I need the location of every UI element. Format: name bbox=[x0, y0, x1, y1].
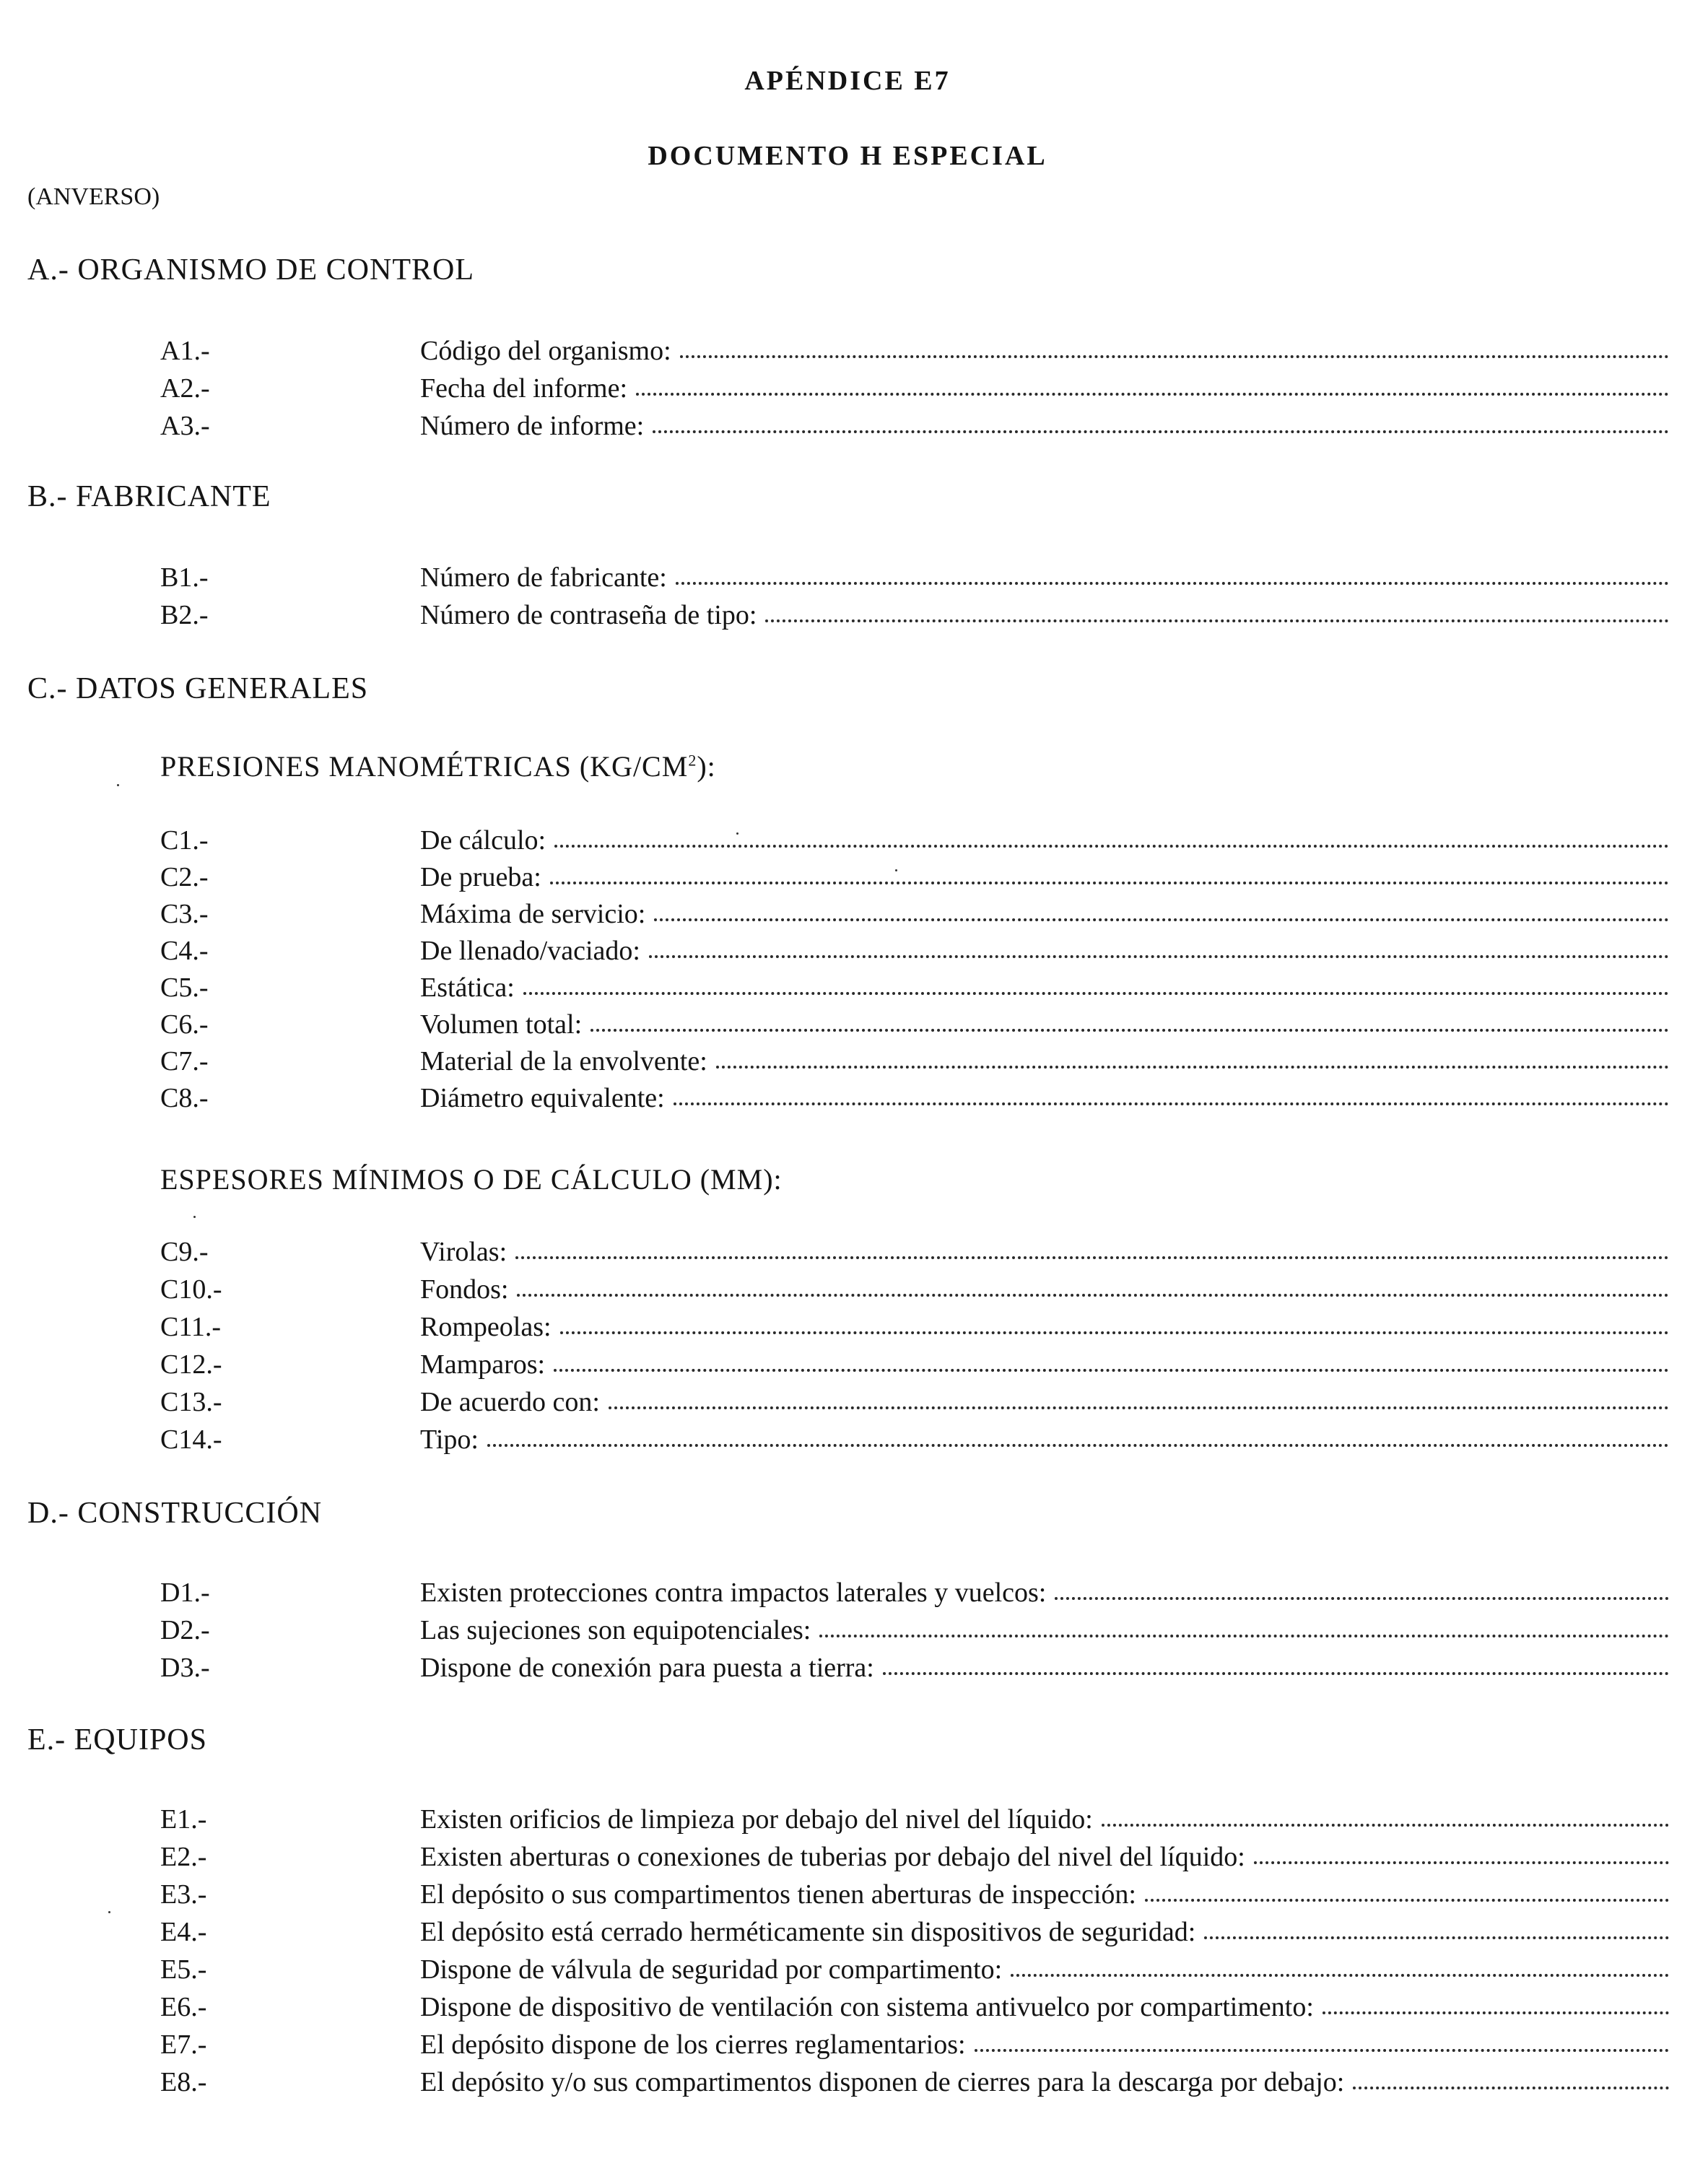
field-entry bbox=[420, 1421, 1669, 1458]
field-label: Existen orificios de limpieza por debajo del nivel del líquido: bbox=[420, 1804, 1093, 1835]
field-label: Virolas: bbox=[420, 1237, 507, 1267]
form-field-row bbox=[160, 332, 1669, 370]
field-label: De llenado/vaciado: bbox=[420, 936, 640, 966]
appendix-title: APÉNDICE E7 bbox=[744, 66, 951, 96]
field-label: Mamparos: bbox=[420, 1349, 546, 1380]
dotted-fill-line bbox=[1102, 1824, 1669, 1827]
section-title-d: D.- CONSTRUCCIÓN bbox=[27, 1497, 323, 1530]
superscript: 2 bbox=[688, 751, 697, 770]
section-title-a: A.- ORGANISMO DE CONTROL bbox=[27, 253, 474, 287]
field-entry bbox=[420, 370, 1669, 407]
field-entry bbox=[420, 407, 1669, 445]
dotted-fill-line bbox=[554, 845, 1669, 848]
field-code: C13.- bbox=[160, 1387, 222, 1417]
scan-speck bbox=[895, 869, 897, 871]
section-title-e: E.- EQUIPOS bbox=[27, 1723, 207, 1757]
field-entry bbox=[420, 1951, 1669, 1988]
dotted-fill-line bbox=[680, 355, 1669, 358]
dotted-fill-line bbox=[1353, 2087, 1669, 2089]
field-code: C4.- bbox=[160, 936, 209, 966]
form-field-row bbox=[160, 2026, 1669, 2063]
field-label: Las sujeciones son equipotenciales: bbox=[420, 1615, 811, 1645]
dotted-fill-line bbox=[716, 1066, 1669, 1069]
field-code: C6.- bbox=[160, 1009, 209, 1040]
field-label: Material de la envolvente: bbox=[420, 1046, 707, 1076]
form-field-row bbox=[160, 969, 1669, 1006]
field-label: Número de fabricante: bbox=[420, 562, 667, 593]
form-field-row bbox=[160, 1233, 1669, 1271]
field-entry bbox=[420, 1876, 1669, 1913]
field-entry bbox=[420, 1006, 1669, 1043]
dotted-fill-line bbox=[487, 1444, 1669, 1447]
field-code: C3.- bbox=[160, 899, 209, 929]
field-entry bbox=[420, 2026, 1669, 2063]
dotted-fill-line bbox=[653, 430, 1669, 433]
scan-speck bbox=[117, 784, 119, 786]
field-label: Existen aberturas o conexiones de tuberias por debajo del nivel del líquido: bbox=[420, 1842, 1245, 1872]
dotted-fill-line bbox=[676, 582, 1669, 585]
dotted-fill-line bbox=[654, 918, 1669, 921]
field-code: E5.- bbox=[160, 1954, 207, 1985]
form-field-row bbox=[160, 1079, 1669, 1117]
scan-speck bbox=[193, 1216, 196, 1218]
field-label: Máxima de servicio: bbox=[420, 899, 646, 929]
form-field-row bbox=[160, 895, 1669, 933]
field-entry bbox=[420, 1611, 1669, 1649]
field-entry bbox=[420, 1801, 1669, 1838]
field-code: D2.- bbox=[160, 1615, 210, 1645]
dotted-fill-line bbox=[523, 992, 1669, 995]
field-code: A3.- bbox=[160, 411, 210, 441]
side-note: (ANVERSO) bbox=[27, 183, 160, 210]
dotted-fill-line bbox=[1145, 1899, 1669, 1902]
document-title: DOCUMENTO H ESPECIAL bbox=[648, 141, 1047, 171]
field-code: C11.- bbox=[160, 1312, 222, 1342]
dotted-fill-line bbox=[649, 955, 1669, 958]
field-code: C8.- bbox=[160, 1083, 209, 1113]
field-entry bbox=[420, 1308, 1669, 1346]
field-entry bbox=[420, 1649, 1669, 1687]
field-code: B1.- bbox=[160, 562, 209, 593]
dotted-fill-line bbox=[765, 619, 1669, 622]
field-entry bbox=[420, 1574, 1669, 1611]
field-label: El depósito o sus compartimentos tienen aberturas de inspección: bbox=[420, 1879, 1136, 1910]
form-field-row bbox=[160, 596, 1669, 634]
field-code: C9.- bbox=[160, 1237, 209, 1267]
dotted-fill-line bbox=[1204, 1936, 1669, 1939]
field-code: E4.- bbox=[160, 1917, 207, 1947]
field-code: C5.- bbox=[160, 973, 209, 1003]
form-field-row bbox=[160, 1043, 1669, 1080]
field-label: Fecha del informe: bbox=[420, 373, 628, 404]
field-label: Número de contraseña de tipo: bbox=[420, 600, 757, 630]
field-label: Dispone de válvula de seguridad por compartimento: bbox=[420, 1954, 1003, 1985]
form-field-row bbox=[160, 1574, 1669, 1611]
field-entry bbox=[420, 1913, 1669, 1951]
field-label: Estática: bbox=[420, 973, 515, 1003]
dotted-fill-line bbox=[554, 1369, 1669, 1372]
field-code: C7.- bbox=[160, 1046, 209, 1076]
scan-speck bbox=[736, 832, 738, 835]
form-field-row bbox=[160, 1838, 1669, 1876]
field-entry bbox=[420, 1988, 1669, 2026]
field-code: A1.- bbox=[160, 336, 210, 366]
dotted-fill-line bbox=[517, 1294, 1669, 1297]
dotted-fill-line bbox=[1323, 2011, 1669, 2014]
field-entry bbox=[420, 332, 1669, 370]
form-field-row bbox=[160, 559, 1669, 596]
form-field-row bbox=[160, 1271, 1669, 1308]
field-code: E6.- bbox=[160, 1992, 207, 2022]
form-field-row bbox=[160, 1988, 1669, 2026]
dotted-fill-line bbox=[819, 1635, 1669, 1637]
field-label: Fondos: bbox=[420, 1274, 509, 1305]
field-code: E7.- bbox=[160, 2029, 207, 2060]
field-entry bbox=[420, 1383, 1669, 1421]
field-entry bbox=[420, 969, 1669, 1006]
field-code: E2.- bbox=[160, 1842, 207, 1872]
form-field-row bbox=[160, 1951, 1669, 1988]
field-label: Rompeolas: bbox=[420, 1312, 552, 1342]
field-label: Diámetro equivalente: bbox=[420, 1083, 665, 1113]
section-title-b: B.- FABRICANTE bbox=[27, 480, 271, 513]
section-title-c: C.- DATOS GENERALES bbox=[27, 672, 369, 705]
form-field-row bbox=[160, 822, 1669, 859]
subsection-title-pressures: PRESIONES MANOMÉTRICAS $(KG/CM^2)$: bbox=[160, 750, 716, 783]
field-label: De acuerdo con: bbox=[420, 1387, 600, 1417]
form-field-row bbox=[160, 1913, 1669, 1951]
field-entry bbox=[420, 932, 1669, 970]
dotted-fill-line bbox=[560, 1331, 1669, 1334]
field-entry bbox=[420, 559, 1669, 596]
form-field-row bbox=[160, 1006, 1669, 1043]
field-entry bbox=[420, 1233, 1669, 1271]
form-field-row bbox=[160, 2063, 1669, 2101]
field-code: E1.- bbox=[160, 1804, 207, 1835]
field-entry bbox=[420, 858, 1669, 896]
form-field-row bbox=[160, 1801, 1669, 1838]
dotted-fill-line bbox=[1055, 1597, 1669, 1600]
form-field-row bbox=[160, 1346, 1669, 1383]
field-code: D3.- bbox=[160, 1653, 210, 1683]
field-label: Volumen total: bbox=[420, 1009, 583, 1040]
dotted-fill-line bbox=[609, 1406, 1669, 1409]
dotted-fill-line bbox=[550, 882, 1669, 884]
field-label: El depósito está cerrado herméticamente sin dispositivos de seguridad: bbox=[420, 1917, 1196, 1947]
field-code: C2.- bbox=[160, 862, 209, 892]
form-field-row bbox=[160, 1611, 1669, 1649]
field-entry bbox=[420, 1079, 1669, 1117]
field-code: E3.- bbox=[160, 1879, 207, 1910]
dotted-fill-line bbox=[636, 393, 1669, 396]
form-field-row bbox=[160, 1649, 1669, 1687]
form-field-row bbox=[160, 1383, 1669, 1421]
field-entry bbox=[420, 596, 1669, 634]
field-code: B2.- bbox=[160, 600, 209, 630]
field-entry bbox=[420, 1043, 1669, 1080]
field-label: El depósito y/o sus compartimentos disponen de cierres para la descarga por debajo: bbox=[420, 2067, 1345, 2097]
form-field-row bbox=[160, 1876, 1669, 1913]
dotted-fill-line bbox=[591, 1029, 1669, 1032]
field-code: C10.- bbox=[160, 1274, 222, 1305]
field-label: Dispone de dispositivo de ventilación con sistema antivuelco por compartimento: bbox=[420, 1992, 1314, 2022]
scan-speck bbox=[108, 1911, 110, 1913]
field-label: Código del organismo: bbox=[420, 336, 671, 366]
field-code: E8.- bbox=[160, 2067, 207, 2097]
field-code: C14.- bbox=[160, 1424, 222, 1455]
field-code: A2.- bbox=[160, 373, 210, 404]
form-field-row bbox=[160, 858, 1669, 896]
form-field-row bbox=[160, 407, 1669, 445]
dotted-fill-line bbox=[674, 1102, 1669, 1105]
field-label: De prueba: bbox=[420, 862, 541, 892]
form-field-row bbox=[160, 1308, 1669, 1346]
field-label: De cálculo: bbox=[420, 825, 546, 856]
field-code: C1.- bbox=[160, 825, 209, 856]
field-label: El depósito dispone de los cierres reglamentarios: bbox=[420, 2029, 966, 2060]
subsection-title-thicknesses: ESPESORES MÍNIMOS O DE CÁLCULO (MM): bbox=[160, 1163, 783, 1196]
field-entry bbox=[420, 1838, 1669, 1876]
dotted-fill-line bbox=[515, 1256, 1669, 1259]
field-label: Dispone de conexión para puesta a tierra: bbox=[420, 1653, 874, 1683]
field-entry bbox=[420, 2063, 1669, 2101]
field-entry bbox=[420, 1271, 1669, 1308]
field-entry bbox=[420, 822, 1669, 859]
form-field-row bbox=[160, 932, 1669, 970]
field-label: Tipo: bbox=[420, 1424, 479, 1455]
dotted-fill-line bbox=[883, 1672, 1669, 1675]
dotted-fill-line bbox=[1011, 1974, 1669, 1977]
field-entry bbox=[420, 1346, 1669, 1383]
dotted-fill-line bbox=[975, 2049, 1669, 2052]
field-code: C12.- bbox=[160, 1349, 222, 1380]
field-entry bbox=[420, 895, 1669, 933]
dotted-fill-line bbox=[1254, 1861, 1669, 1864]
field-label: Existen protecciones contra impactos laterales y vuelcos: bbox=[420, 1578, 1047, 1608]
form-field-row bbox=[160, 370, 1669, 407]
field-label: Número de informe: bbox=[420, 411, 645, 441]
form-field-row bbox=[160, 1421, 1669, 1458]
field-code: D1.- bbox=[160, 1578, 210, 1608]
